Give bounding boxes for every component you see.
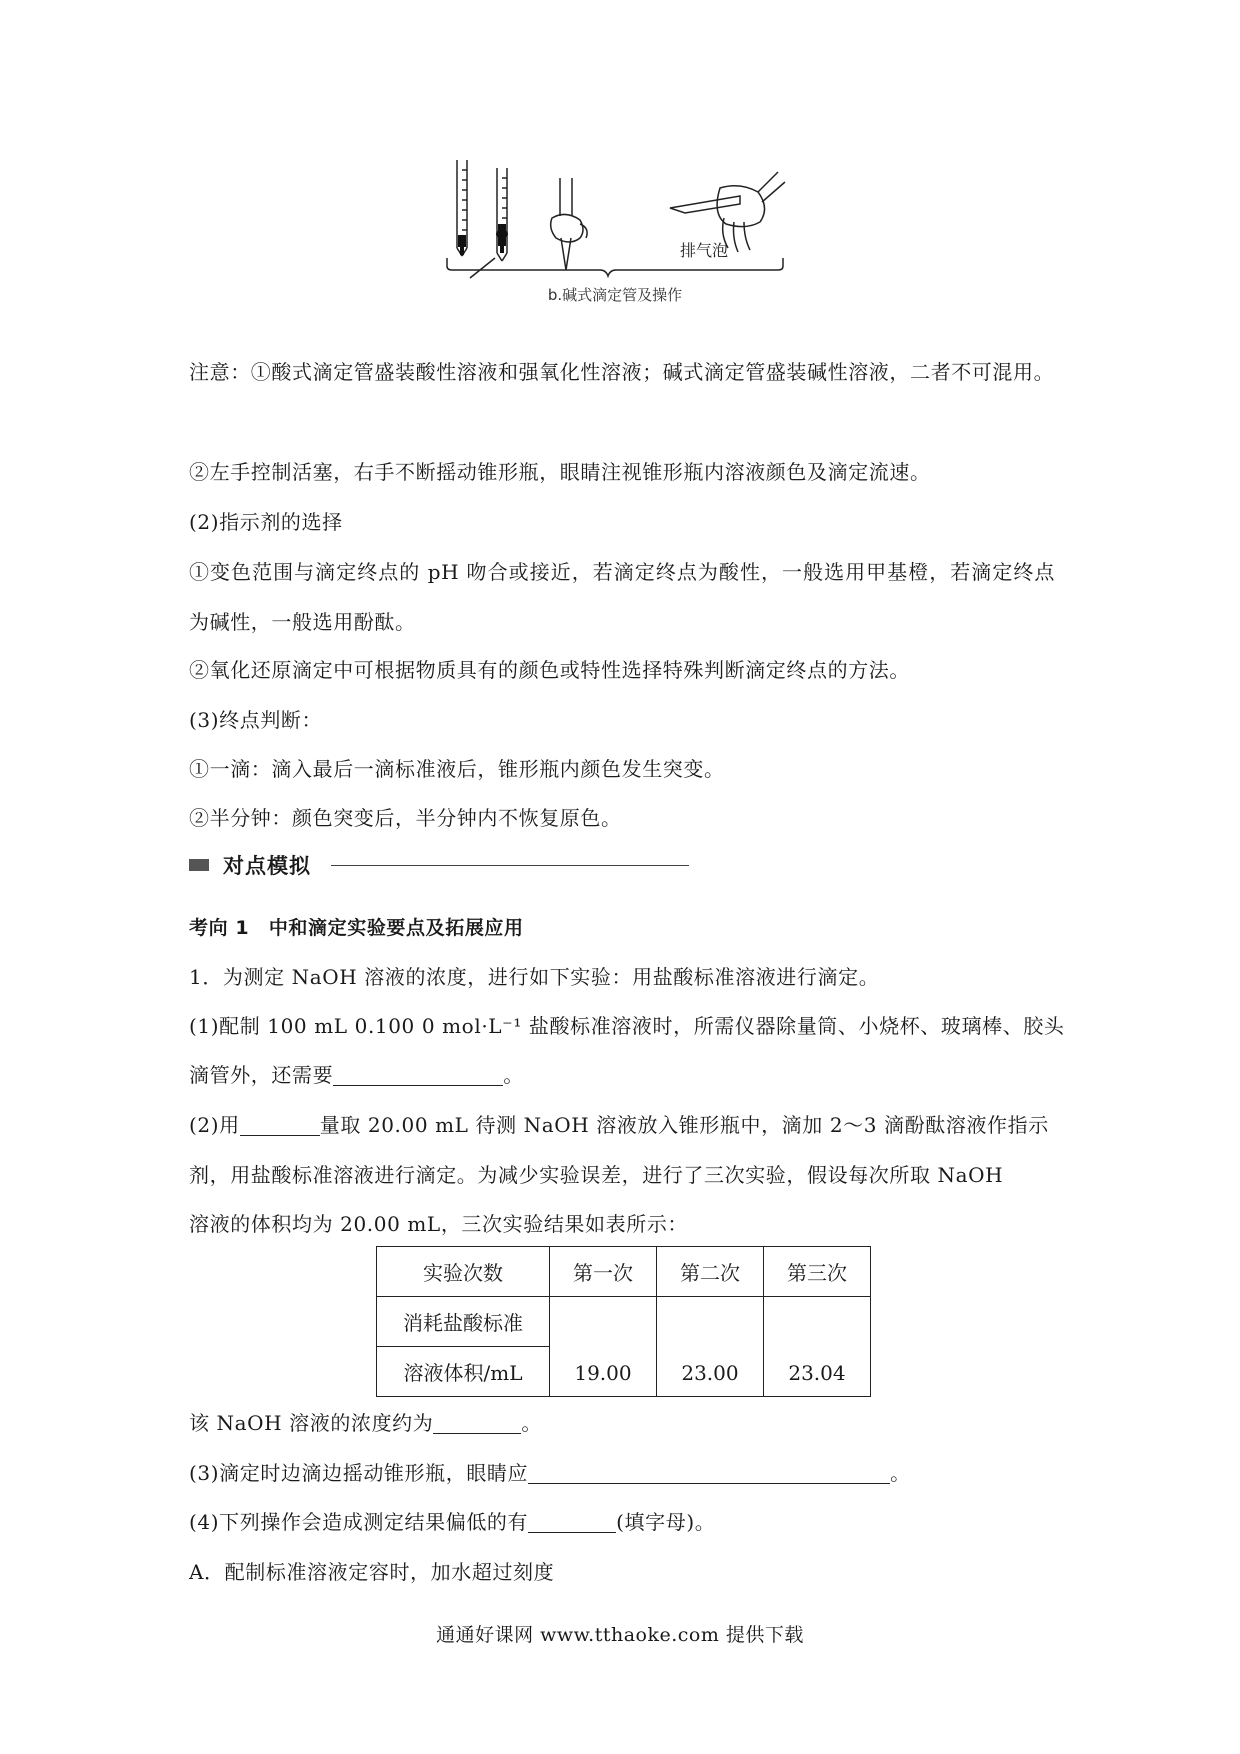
table-header-cell: 第一次 bbox=[550, 1247, 657, 1297]
table-header-cell: 实验次数 bbox=[377, 1247, 550, 1297]
answer-blank-3[interactable] bbox=[433, 1409, 521, 1434]
indicator-point-1: ①变色范围与滴定终点的 pH 吻合或接近，若滴定终点为酸性，一般选用甲基橙，若滴定终点为碱性，一般选用酚酞。 bbox=[189, 560, 1055, 634]
question-2-text-a: (2)用 bbox=[189, 1113, 240, 1137]
table-header-row bbox=[377, 1247, 871, 1297]
question-1-line-2 bbox=[189, 1050, 1055, 1100]
answer-blank-2[interactable] bbox=[240, 1111, 320, 1136]
question-2-line-2: 剂，用盐酸标准溶液进行滴定。为减少实验误差，进行了三次实验，假设每次所取 NaOH bbox=[189, 1163, 1004, 1187]
bubble-removal-label: 排气泡 bbox=[680, 241, 729, 260]
section-header bbox=[189, 845, 689, 885]
table-row bbox=[377, 1297, 871, 1347]
concentration-end: 。 bbox=[521, 1411, 542, 1435]
burette-illustration bbox=[440, 158, 790, 348]
question-4-line bbox=[189, 1497, 1055, 1547]
question-1-text: 滴管外，还需要 bbox=[189, 1063, 334, 1087]
table-row-label: 消耗盐酸标准 bbox=[377, 1297, 550, 1347]
table-header-cell: 第三次 bbox=[764, 1247, 871, 1297]
table-cell bbox=[657, 1297, 764, 1397]
question-4-end: (填字母)。 bbox=[616, 1510, 716, 1534]
concentration-line bbox=[189, 1398, 1055, 1448]
table-value-2: 23.00 bbox=[681, 1360, 739, 1385]
question-1-line-1: (1)配制 100 mL 0.100 0 mol·L⁻¹ 盐酸标准溶液时，所需仪器除量筒、小烧杯、玻璃棒、胶头 bbox=[189, 1014, 1065, 1038]
burette-figure bbox=[440, 158, 790, 348]
results-table bbox=[376, 1246, 871, 1397]
answer-blank-1[interactable] bbox=[333, 1061, 503, 1086]
table-value-1: 19.00 bbox=[574, 1360, 632, 1385]
option-a: A．配制标准溶液定容时，加水超过刻度 bbox=[189, 1560, 555, 1584]
concentration-text: 该 NaOH 溶液的浓度约为 bbox=[189, 1411, 434, 1435]
question-4-text: (4)下列操作会造成测定结果偏低的有 bbox=[189, 1510, 529, 1534]
topic-title-text: 考向 1 中和滴定实验要点及拓展应用 bbox=[189, 917, 524, 939]
answer-blank-4[interactable] bbox=[528, 1459, 890, 1484]
table-value-3: 23.04 bbox=[788, 1360, 846, 1385]
question-stem: 1．为测定 NaOH 溶液的浓度，进行如下实验：用盐酸标准溶液进行滴定。 bbox=[189, 965, 880, 989]
table-cell bbox=[764, 1297, 871, 1397]
table-header-cell: 第二次 bbox=[657, 1247, 764, 1297]
endpoint-point-1: ①一滴：滴入最后一滴标准液后，锥形瓶内颜色发生突变。 bbox=[189, 757, 725, 781]
page-footer: 通通好课网 www.tthaoke.com 提供下载 bbox=[436, 1624, 804, 1646]
notes-paragraph-2: ②左手控制活塞，右手不断摇动锥形瓶，眼睛注视锥形瓶内溶液颜色及滴定流速。 bbox=[189, 460, 931, 484]
question-2-line-3: 溶液的体积均为 20.00 mL，三次实验结果如表所示： bbox=[189, 1212, 689, 1236]
question-2-line-1 bbox=[189, 1100, 1055, 1150]
section-square-icon bbox=[189, 859, 209, 871]
topic-title bbox=[189, 902, 1055, 953]
question-3-line bbox=[189, 1448, 1055, 1498]
question-2-text-b: 量取 20.00 mL 待测 NaOH 溶液放入锥形瓶中，滴加 2～3 滴酚酞溶液作指示 bbox=[319, 1113, 1049, 1137]
table-cell bbox=[550, 1297, 657, 1397]
question-3-text: (3)滴定时边滴边摇动锥形瓶，眼睛应 bbox=[189, 1461, 529, 1485]
section-title: 对点模拟 bbox=[223, 854, 311, 878]
table-row-label: 溶液体积/mL bbox=[377, 1347, 550, 1397]
endpoint-heading: (3)终点判断： bbox=[189, 708, 323, 732]
question-1-end: 。 bbox=[503, 1063, 524, 1087]
answer-blank-5[interactable] bbox=[528, 1508, 616, 1533]
figure-caption: b.碱式滴定管及操作 bbox=[547, 286, 683, 304]
question-3-end: 。 bbox=[890, 1461, 911, 1485]
notes-paragraph: 注意：①酸式滴定管盛装酸性溶液和强氧化性溶液；碱式滴定管盛装碱性溶液，二者不可混用。 bbox=[189, 360, 1055, 384]
indicator-heading: (2)指示剂的选择 bbox=[189, 510, 343, 534]
endpoint-point-2: ②半分钟：颜色突变后，半分钟内不恢复原色。 bbox=[189, 806, 622, 830]
indicator-point-2: ②氧化还原滴定中可根据物质具有的颜色或特性选择特殊判断滴定终点的方法。 bbox=[189, 658, 910, 682]
section-divider bbox=[331, 865, 689, 866]
